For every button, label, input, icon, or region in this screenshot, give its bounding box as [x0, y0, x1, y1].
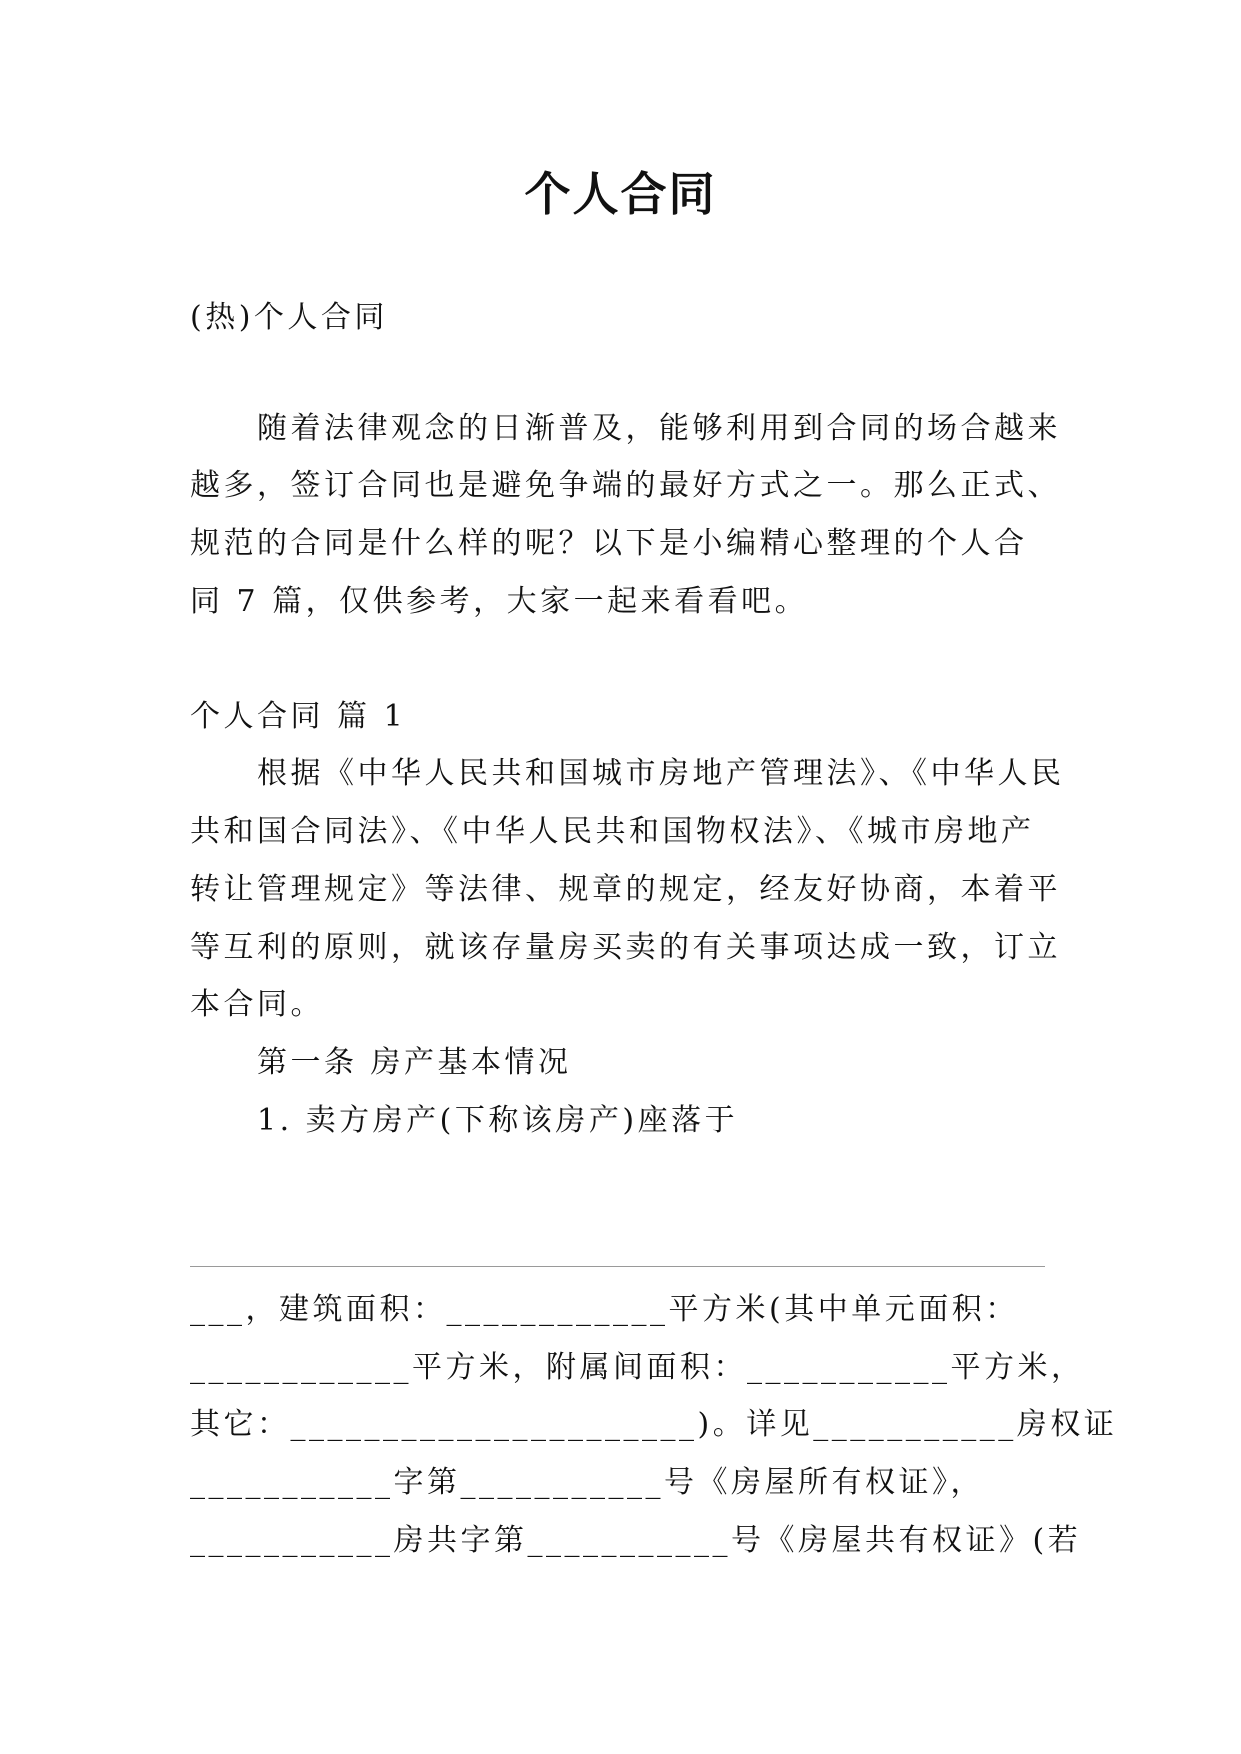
body-line: 等互利的原则，就该存量房买卖的有关事项达成一致，订立 [190, 930, 1061, 965]
form-line: ___________房共字第___________号《房屋共有权证》(若 [190, 1523, 1082, 1558]
intro-line: 越多，签订合同也是避免争端的最好方式之一。那么正式、 [190, 468, 1061, 503]
form-line: ___________字第___________号《房屋所有权证》， [190, 1465, 984, 1500]
intro-line: 规范的合同是什么样的呢？以下是小编精心整理的个人合 [190, 526, 1028, 561]
section-heading: 个人合同 篇 1 [190, 699, 407, 734]
body-line: 本合同。 [190, 987, 324, 1022]
document-subtitle: (热)个人合同 [190, 300, 388, 335]
body-line: 共和国合同法》、《中华人民共和国物权法》、《城市房地产 [190, 814, 1035, 849]
body-line: 根据《中华人民共和国城市房地产管理法》、《中华人民 [257, 756, 1065, 791]
intro-line: 同 7 篇，仅供参考，大家一起来看看吧。 [190, 584, 809, 619]
body-line: 转让管理规定》等法律、规章的规定，经友好协商，本着平 [190, 872, 1061, 907]
form-line: ___，建筑面积：____________平方米(其中单元面积： [190, 1292, 1019, 1327]
body-line: 1. 卖方房产(下称该房产)座落于 [257, 1103, 739, 1138]
article-heading: 第一条 房产基本情况 [257, 1045, 572, 1080]
address-blank-line [190, 1266, 1045, 1267]
document-title: 个人合同 [524, 167, 717, 221]
form-line: ____________平方米，附属间面积：___________平方米， [190, 1350, 1085, 1385]
form-line: 其它：______________________)。详见___________房权证 [190, 1407, 1118, 1442]
intro-line: 随着法律观念的日渐普及，能够利用到合同的场合越来 [257, 411, 1061, 446]
